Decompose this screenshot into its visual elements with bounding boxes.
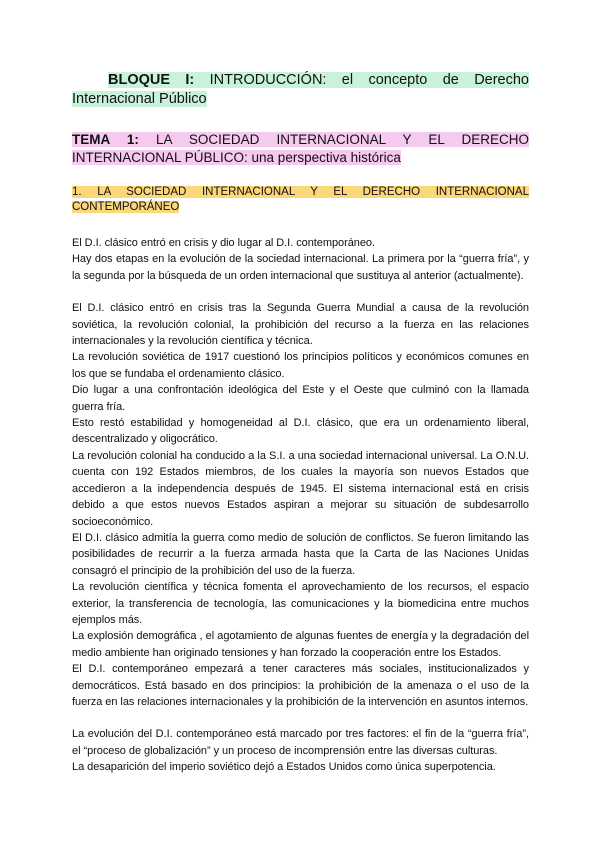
- section-title: 1. LA SOCIEDAD INTERNACIONAL Y EL DERECHO INTERNACIONAL CONTEMPORÁNEO: [72, 186, 529, 213]
- bloque-title: INTRODUCCIÓN: el concepto de Derecho Internacional Público: [72, 72, 529, 107]
- tema-heading: [72, 131, 529, 167]
- paragraph-10: La explosión demográfica , el agotamiento de algunas fuentes de energía y la degradación del medio ambiente han originado tensiones y han forzado la cooperación entre los Estados.: [72, 630, 529, 659]
- paragraph-6: Esto restó estabilidad y homogeneidad al D.I. clásico, que era un ordenamiento liberal, descentralizado y oligocrático.: [72, 417, 529, 446]
- section-heading: [72, 185, 529, 215]
- paragraph-gap: [72, 710, 529, 726]
- paragraph-gap: [72, 284, 529, 300]
- tema-title: LA SOCIEDAD INTERNACIONAL Y EL DERECHO INTERNACIONAL PÚBLICO: una perspectiva histórica: [72, 132, 530, 165]
- tema-label: TEMA 1:: [72, 132, 139, 147]
- paragraph-12: La evolución del D.I. contemporáneo está marcado por tres factores: el fin de la “guerra fría”, el “proceso de globalización” y un proceso de incomprensión entre las diversas culturas.: [72, 728, 529, 757]
- paragraph-3: El D.I. clásico entró en crisis tras la Segunda Guerra Mundial a causa de la revolución soviética, la revolución colonial, la prohibición del recurso a la fuerza en las relaciones internacionales y la revolución científica y técnica.: [72, 302, 529, 348]
- bloque-label: BLOQUE I:: [108, 72, 195, 88]
- paragraph-9: La revolución científica y técnica fomenta el aprovechamiento de los recursos, el espacio exterior, la transferencia de tecnología, las comunicaciones y la biomedicina entre muchos ejemplos más.: [72, 581, 529, 626]
- paragraph-4: La revolución soviética de 1917 cuestionó los principios políticos y económicos comunes en los que se fundaba el ordenamiento clásico.: [72, 351, 529, 380]
- paragraph-13: La desaparición del imperio soviético dejó a Estados Unidos como única superpotencia.: [72, 761, 496, 774]
- paragraph-7: La revolución colonial ha conducido a la S.I. a una sociedad internacional universal. La O.N.U. cuenta con 192 Estados miembros, de los cuales la mayoría son nuevos Estados que accedieron a la independencia después de 1945. El sistema internacional está en crisis debido a que estos nuevos Estados aspiran a mejorar su situación de subdesarrollo socioeconómico.: [72, 449, 529, 528]
- paragraph-2: Hay dos etapas en la evolución de la sociedad internacional. La primera por la “guerra fría”, y la segunda por la búsqueda de un orden internacional que sustituya al anterior (actualmente).: [72, 253, 529, 282]
- paragraph-11: El D.I. contemporáneo empezará a tener caracteres más sociales, institucionalizados y democráticos. Está basado en dos principios: la prohibición de la amenaza o el uso de la fuerza en las relaciones internacionales y la prohibición de la intervención en asuntos internos.: [72, 663, 529, 708]
- document-content: [72, 71, 529, 776]
- paragraph-1: El D.I. clásico entró en crisis y dio lugar al D.I. contemporáneo.: [72, 237, 376, 249]
- paragraph-5: Dio lugar a una confrontación ideológica del Este y el Oeste que culminó con la llamada guerra fría.: [72, 384, 529, 413]
- bloque-heading: [72, 71, 529, 109]
- paragraph-8: El D.I. clásico admitía la guerra como medio de solución de conflictos. Se fueron limitando las posibilidades de recurrir a la fuerza armada hasta que la Carta de las Naciones Unidas consagró el principio de la prohibición del uso de la fuerza.: [72, 531, 529, 577]
